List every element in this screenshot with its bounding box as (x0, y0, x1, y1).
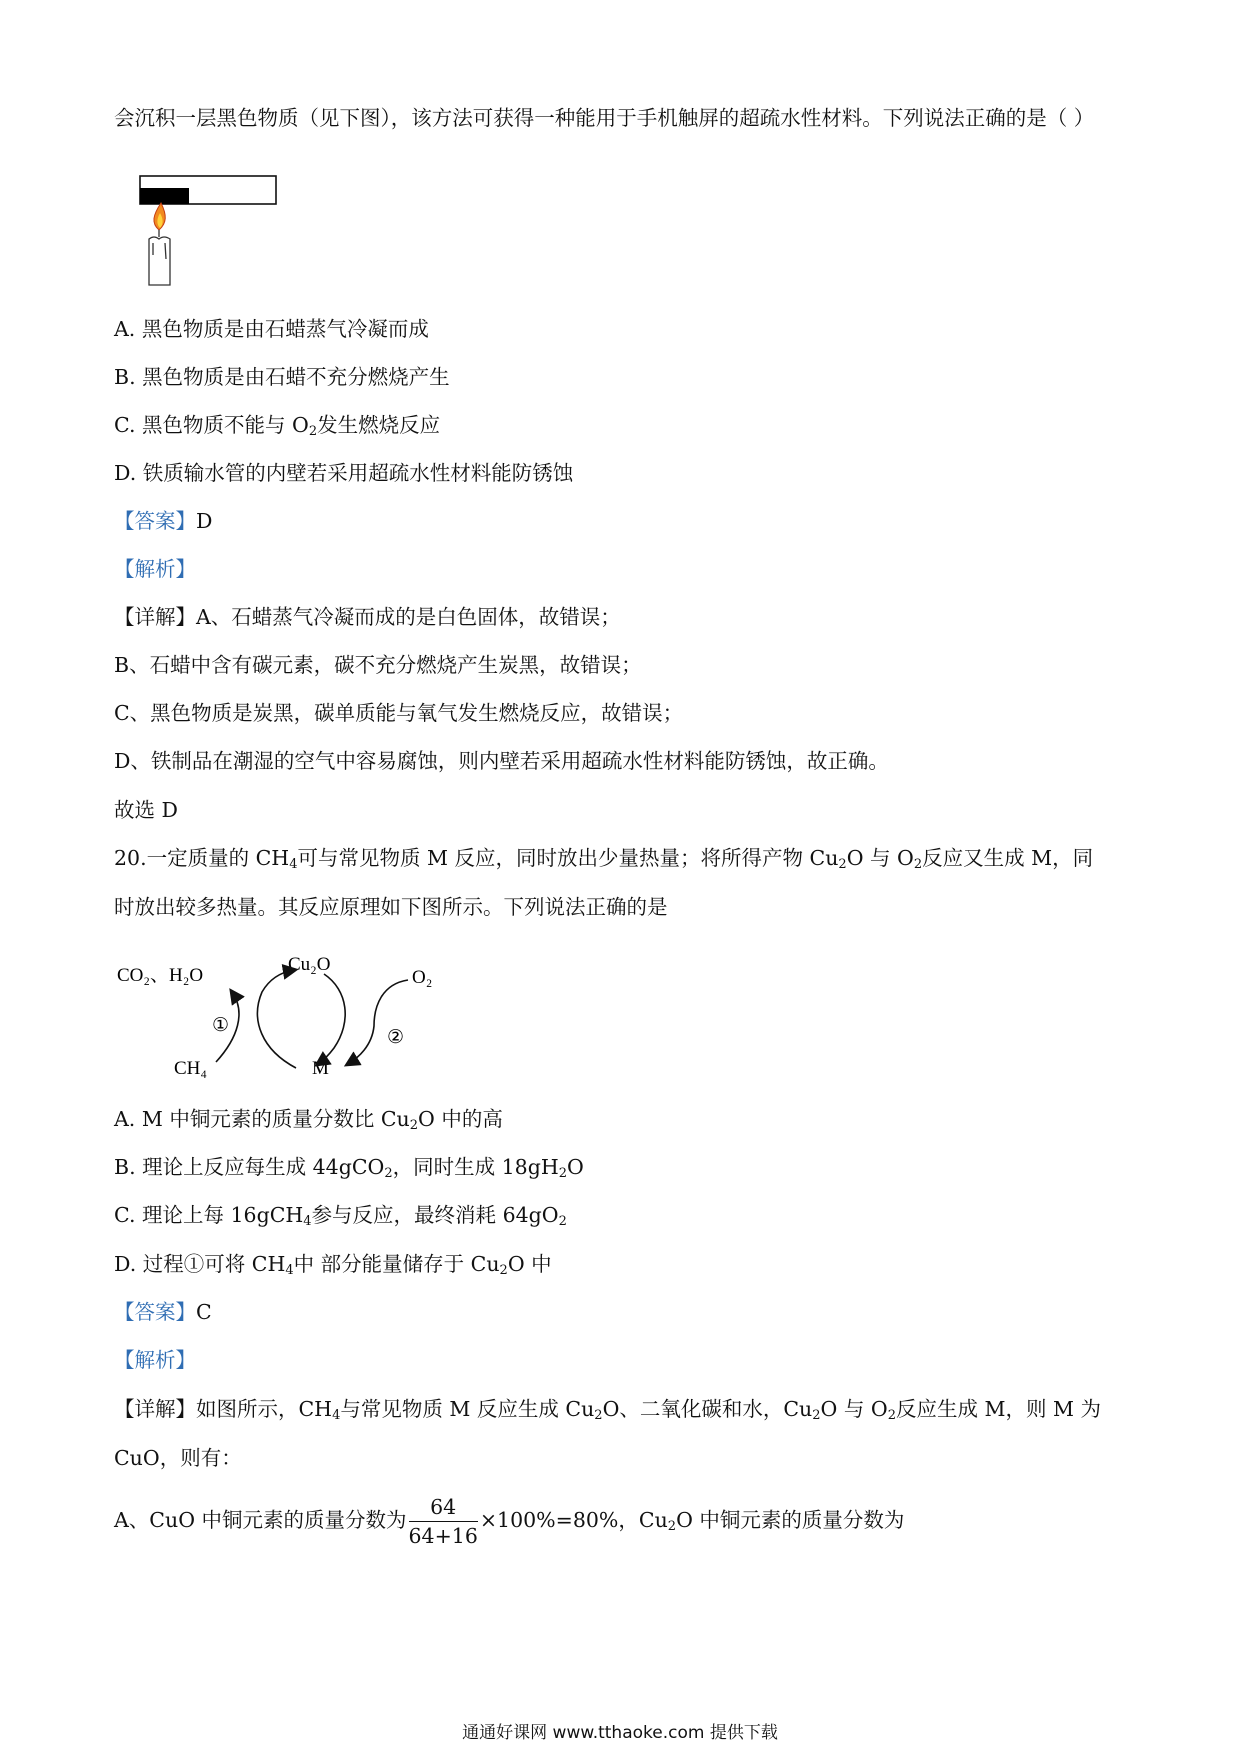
arrow-m-to-cu2o (257, 970, 296, 1068)
label-co2-h2o: CO₂、H₂O (117, 965, 204, 986)
q19-option-b: B. 黑色物质是由石蜡不充分燃烧产生 (114, 365, 450, 389)
flame-icon (154, 203, 165, 230)
q20-analysis-label: 【解析】 (114, 1348, 196, 1372)
q19-detail-c: C、黑色物质是炭黑，碳单质能与氧气发生燃烧反应，故错误； (114, 701, 684, 725)
label-step-2: ② (387, 1027, 405, 1048)
q20-option-c: C. 理论上每 16gCH$_4$参与反应，最终消耗 $64gO_2$ (114, 1203, 567, 1229)
page-footer: 通通好课网 www.tthaoke.com 提供下载 (462, 1723, 778, 1743)
label-ch4: CH₄ (174, 1058, 208, 1079)
q19-option-d: D. 铁质输水管的内壁若采用超疏水性材料能防锈蚀 (114, 461, 574, 485)
q20-detail-a: A、CuO 中铜元素的质量分数为 $\frac{64}{64+16}$ ×100%=80%，$Cu_2O$ 中铜元素的质量分数为 (114, 1495, 905, 1548)
q19-detail-a: 【详解】A、石蜡蒸气冷凝而成的是白色固体，故错误； (114, 605, 621, 629)
candle-figure (135, 173, 285, 293)
q19-option-c: C. 黑色物质不能与 $O_2$发生燃烧反应 (114, 413, 441, 439)
q20-stem-line2: 时放出较多热量。其反应原理如下图所示。下列说法正确的是 (114, 895, 668, 919)
answer-label: 【答案】 (114, 509, 196, 533)
reaction-cycle-diagram (112, 950, 452, 1090)
q20-answer: 【答案】C (114, 1300, 212, 1324)
q20-option-d: D. 过程①可将 $CH_4$中 部分能量储存于 $Cu_2O$ 中 (114, 1252, 552, 1278)
q19-analysis-label: 【解析】 (114, 557, 196, 581)
candle-body (149, 230, 170, 285)
q19-detail-b: B、石蜡中含有碳元素，碳不充分燃烧产生炭黑，故错误； (114, 653, 642, 677)
q20-option-b: B. 理论上反应每生成 44gCO$_2$，同时生成 $18gH_2O$ (114, 1155, 584, 1181)
answer-label: 【答案】 (114, 1300, 196, 1324)
arrow-cu2o-to-m (318, 974, 345, 1064)
q20-option-a: A. M 中铜元素的质量分数比 $Cu_2O$ 中的高 (114, 1107, 503, 1133)
label-o2: O₂ (412, 967, 433, 988)
q19-stem-tail: 会沉积一层黑色物质（见下图），该方法可获得一种能用于手机触屏的超疏水性材料。下列说法正确的是（ ） (114, 106, 1095, 130)
plate-illustration (140, 176, 276, 204)
q19-conclusion: 故选 D (114, 798, 178, 822)
q20-detail-line2: CuO，则有： (114, 1446, 242, 1470)
fraction: $\frac{64}{64+16}$ (408, 1495, 478, 1548)
label-m: M (312, 1058, 329, 1079)
q19-answer: 【答案】D (114, 509, 213, 533)
q19-detail-d: D、铁制品在潮湿的空气中容易腐蚀，则内壁若采用超疏水性材料能防锈蚀，故正确。 (114, 749, 889, 773)
label-step-1: ① (212, 1015, 230, 1036)
q20-stem-line1: 20.一定质量的 $CH_4$可与常见物质 M 反应，同时放出少量热量；将所得产物 $Cu_2O$ 与 $O_2$反应又生成 M，同 (114, 846, 1094, 872)
label-cu2o: Cu₂O (288, 954, 331, 975)
q20-detail-line1: 【详解】如图所示，$CH_4$与常见物质 M 反应生成 $Cu_2O$、二氧化碳和水，$Cu_2O$ 与 $O_2$反应生成 M，则 M 为 (114, 1397, 1102, 1423)
q19-option-a: A. 黑色物质是由石蜡蒸气冷凝而成 (114, 317, 429, 341)
arrow-o2-in (348, 980, 408, 1064)
